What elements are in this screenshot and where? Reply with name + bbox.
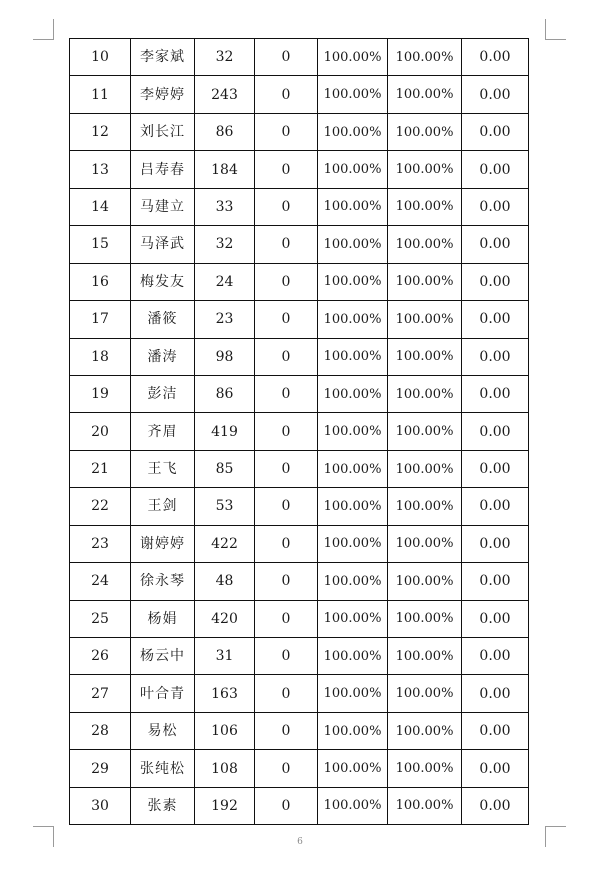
value-cell: 0.00 [462, 563, 529, 600]
row-index-cell: 20 [70, 413, 131, 450]
percent-cell-a: 100.00% [318, 712, 388, 749]
table-row [70, 488, 529, 525]
percent-cell-b: 100.00% [388, 151, 462, 188]
table-row [70, 563, 529, 600]
percent-cell-b: 100.00% [388, 488, 462, 525]
value-cell: 0.00 [462, 787, 529, 824]
value-cell: 0.00 [462, 226, 529, 263]
value-cell: 0.00 [462, 39, 529, 76]
row-index-cell: 23 [70, 525, 131, 562]
table-row [70, 76, 529, 113]
count-cell: 106 [195, 712, 255, 749]
percent-cell-b: 100.00% [388, 712, 462, 749]
count-cell: 32 [195, 39, 255, 76]
count-cell: 86 [195, 113, 255, 150]
zero-cell: 0 [255, 113, 318, 150]
percent-cell-a: 100.00% [318, 600, 388, 637]
row-index-cell: 15 [70, 226, 131, 263]
zero-cell: 0 [255, 750, 318, 787]
crop-mark-top-right [545, 19, 566, 40]
percent-cell-a: 100.00% [318, 263, 388, 300]
table-row [70, 638, 529, 675]
name-cell: 梅发友 [131, 263, 195, 300]
percent-cell-b: 100.00% [388, 338, 462, 375]
zero-cell: 0 [255, 188, 318, 225]
table-row [70, 712, 529, 749]
count-cell: 32 [195, 226, 255, 263]
count-cell: 33 [195, 188, 255, 225]
value-cell: 0.00 [462, 338, 529, 375]
table-row [70, 750, 529, 787]
count-cell: 23 [195, 301, 255, 338]
percent-cell-a: 100.00% [318, 525, 388, 562]
count-cell: 422 [195, 525, 255, 562]
percent-cell-a: 100.00% [318, 338, 388, 375]
value-cell: 0.00 [462, 301, 529, 338]
row-index-cell: 29 [70, 750, 131, 787]
zero-cell: 0 [255, 563, 318, 600]
percent-cell-a: 100.00% [318, 301, 388, 338]
count-cell: 86 [195, 375, 255, 412]
percent-cell-a: 100.00% [318, 226, 388, 263]
zero-cell: 0 [255, 787, 318, 824]
percent-cell-a: 100.00% [318, 76, 388, 113]
count-cell: 192 [195, 787, 255, 824]
percent-cell-a: 100.00% [318, 39, 388, 76]
percent-cell-a: 100.00% [318, 787, 388, 824]
name-cell: 王飞 [131, 450, 195, 487]
percent-cell-a: 100.00% [318, 188, 388, 225]
zero-cell: 0 [255, 39, 318, 76]
table-row [70, 39, 529, 76]
row-index-cell: 22 [70, 488, 131, 525]
data-table [69, 38, 529, 825]
name-cell: 吕寿春 [131, 151, 195, 188]
table-body [70, 39, 529, 825]
count-cell: 85 [195, 450, 255, 487]
value-cell: 0.00 [462, 263, 529, 300]
value-cell: 0.00 [462, 712, 529, 749]
percent-cell-a: 100.00% [318, 450, 388, 487]
table-row [70, 301, 529, 338]
name-cell: 张素 [131, 787, 195, 824]
zero-cell: 0 [255, 263, 318, 300]
value-cell: 0.00 [462, 525, 529, 562]
value-cell: 0.00 [462, 675, 529, 712]
value-cell: 0.00 [462, 638, 529, 675]
value-cell: 0.00 [462, 488, 529, 525]
table-row [70, 450, 529, 487]
table-row [70, 675, 529, 712]
value-cell: 0.00 [462, 76, 529, 113]
table-row [70, 375, 529, 412]
count-cell: 184 [195, 151, 255, 188]
row-index-cell: 25 [70, 600, 131, 637]
percent-cell-b: 100.00% [388, 375, 462, 412]
row-index-cell: 12 [70, 113, 131, 150]
percent-cell-b: 100.00% [388, 787, 462, 824]
percent-cell-b: 100.00% [388, 188, 462, 225]
count-cell: 98 [195, 338, 255, 375]
zero-cell: 0 [255, 338, 318, 375]
table-row [70, 188, 529, 225]
count-cell: 53 [195, 488, 255, 525]
value-cell: 0.00 [462, 151, 529, 188]
name-cell: 易松 [131, 712, 195, 749]
zero-cell: 0 [255, 151, 318, 188]
name-cell: 谢婷婷 [131, 525, 195, 562]
count-cell: 31 [195, 638, 255, 675]
name-cell: 马泽武 [131, 226, 195, 263]
count-cell: 24 [195, 263, 255, 300]
percent-cell-a: 100.00% [318, 675, 388, 712]
crop-mark-top-left [33, 19, 54, 40]
row-index-cell: 24 [70, 563, 131, 600]
percent-cell-b: 100.00% [388, 263, 462, 300]
value-cell: 0.00 [462, 413, 529, 450]
zero-cell: 0 [255, 450, 318, 487]
table-row [70, 600, 529, 637]
percent-cell-a: 100.00% [318, 375, 388, 412]
row-index-cell: 18 [70, 338, 131, 375]
percent-cell-b: 100.00% [388, 600, 462, 637]
name-cell: 徐永琴 [131, 563, 195, 600]
value-cell: 0.00 [462, 375, 529, 412]
count-cell: 420 [195, 600, 255, 637]
table-row [70, 525, 529, 562]
row-index-cell: 30 [70, 787, 131, 824]
row-index-cell: 13 [70, 151, 131, 188]
zero-cell: 0 [255, 226, 318, 263]
percent-cell-a: 100.00% [318, 113, 388, 150]
row-index-cell: 17 [70, 301, 131, 338]
value-cell: 0.00 [462, 188, 529, 225]
table-row [70, 787, 529, 824]
table-row [70, 151, 529, 188]
table-row [70, 263, 529, 300]
value-cell: 0.00 [462, 113, 529, 150]
zero-cell: 0 [255, 675, 318, 712]
page-number: 6 [297, 837, 303, 847]
name-cell: 王剑 [131, 488, 195, 525]
value-cell: 0.00 [462, 750, 529, 787]
table-row [70, 338, 529, 375]
zero-cell: 0 [255, 488, 318, 525]
value-cell: 0.00 [462, 600, 529, 637]
row-index-cell: 21 [70, 450, 131, 487]
percent-cell-b: 100.00% [388, 301, 462, 338]
name-cell: 潘涛 [131, 338, 195, 375]
name-cell: 刘长江 [131, 113, 195, 150]
percent-cell-b: 100.00% [388, 638, 462, 675]
percent-cell-b: 100.00% [388, 675, 462, 712]
zero-cell: 0 [255, 600, 318, 637]
name-cell: 李婷婷 [131, 76, 195, 113]
zero-cell: 0 [255, 375, 318, 412]
percent-cell-b: 100.00% [388, 525, 462, 562]
row-index-cell: 27 [70, 675, 131, 712]
row-index-cell: 28 [70, 712, 131, 749]
percent-cell-b: 100.00% [388, 113, 462, 150]
percent-cell-a: 100.00% [318, 151, 388, 188]
name-cell: 叶合青 [131, 675, 195, 712]
percent-cell-a: 100.00% [318, 488, 388, 525]
value-cell: 0.00 [462, 450, 529, 487]
name-cell: 杨娟 [131, 600, 195, 637]
name-cell: 彭洁 [131, 375, 195, 412]
percent-cell-b: 100.00% [388, 39, 462, 76]
percent-cell-a: 100.00% [318, 750, 388, 787]
percent-cell-b: 100.00% [388, 750, 462, 787]
row-index-cell: 26 [70, 638, 131, 675]
table-row [70, 113, 529, 150]
count-cell: 108 [195, 750, 255, 787]
count-cell: 243 [195, 76, 255, 113]
zero-cell: 0 [255, 712, 318, 749]
percent-cell-a: 100.00% [318, 413, 388, 450]
name-cell: 齐眉 [131, 413, 195, 450]
percent-cell-a: 100.00% [318, 563, 388, 600]
zero-cell: 0 [255, 413, 318, 450]
name-cell: 马建立 [131, 188, 195, 225]
zero-cell: 0 [255, 301, 318, 338]
row-index-cell: 19 [70, 375, 131, 412]
zero-cell: 0 [255, 525, 318, 562]
row-index-cell: 16 [70, 263, 131, 300]
name-cell: 潘筱 [131, 301, 195, 338]
row-index-cell: 14 [70, 188, 131, 225]
percent-cell-b: 100.00% [388, 563, 462, 600]
count-cell: 419 [195, 413, 255, 450]
table-row [70, 226, 529, 263]
zero-cell: 0 [255, 638, 318, 675]
count-cell: 163 [195, 675, 255, 712]
row-index-cell: 11 [70, 76, 131, 113]
percent-cell-a: 100.00% [318, 638, 388, 675]
name-cell: 张纯松 [131, 750, 195, 787]
table-row [70, 413, 529, 450]
percent-cell-b: 100.00% [388, 76, 462, 113]
row-index-cell: 10 [70, 39, 131, 76]
percent-cell-b: 100.00% [388, 413, 462, 450]
name-cell: 杨云中 [131, 638, 195, 675]
zero-cell: 0 [255, 76, 318, 113]
percent-cell-b: 100.00% [388, 226, 462, 263]
count-cell: 48 [195, 563, 255, 600]
percent-cell-b: 100.00% [388, 450, 462, 487]
name-cell: 李家斌 [131, 39, 195, 76]
